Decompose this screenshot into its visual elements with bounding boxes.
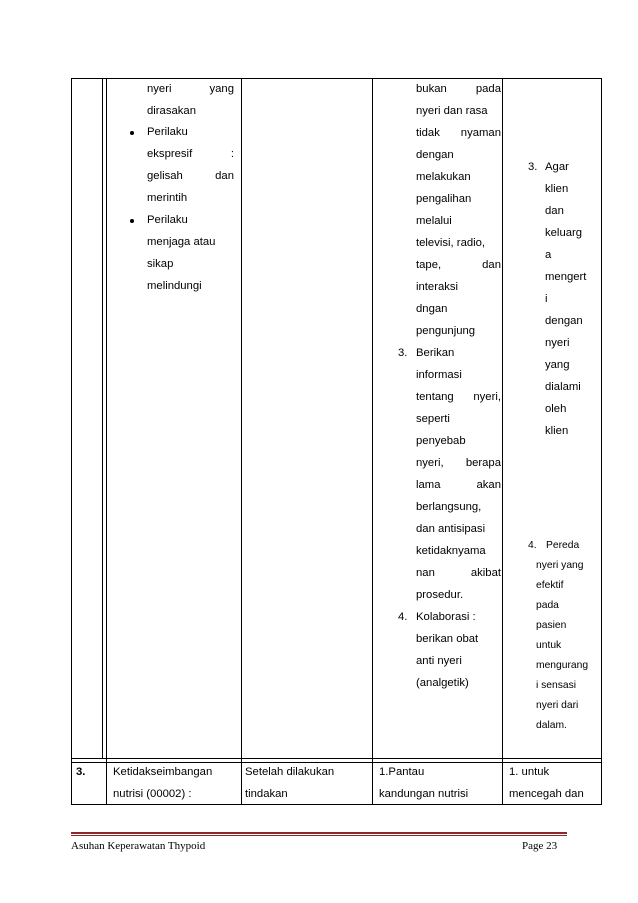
- bullet-icon: [130, 131, 134, 135]
- col4-line: nyeri dan rasa: [416, 105, 488, 117]
- col5-item-text: mengert: [545, 271, 587, 283]
- row3-rationale: mencegah dan: [509, 788, 584, 800]
- col4-item-text: informasi: [416, 369, 462, 381]
- col4-line: pengunjung: [416, 325, 476, 337]
- col4-line: tidak nyaman: [416, 127, 501, 139]
- col4-item-number: 3.: [398, 347, 408, 359]
- col4-item-text: lama akan: [416, 479, 501, 491]
- col4-item-text: (analgetik): [416, 677, 469, 689]
- row3-outcome: tindakan: [245, 788, 288, 800]
- footer-title: Asuhan Keperawatan Thypoid: [71, 840, 206, 852]
- col4-line: televisi, radio,: [416, 237, 486, 249]
- bullet-icon: [130, 219, 134, 223]
- col4-item-text: nyeri, berapa: [416, 457, 501, 469]
- row3-outcome: Setelah dilakukan: [245, 766, 335, 778]
- col4-item-text: seperti: [416, 413, 450, 425]
- row3-intervention: 1.Pantau: [379, 766, 425, 778]
- col5-item-text: Pereda: [546, 540, 580, 551]
- col2-bullet-text: melindungi: [147, 280, 202, 292]
- col5-item-text: yang: [545, 359, 570, 371]
- row3-intervention: kandungan nutrisi: [379, 788, 469, 800]
- col4-line: interaksi: [416, 281, 459, 293]
- col5-item-number: 3.: [528, 161, 538, 173]
- col2-bullet-text: Perilaku: [147, 126, 188, 138]
- col5-item-text: dan: [545, 205, 564, 217]
- col5-item-text: dalam.: [536, 720, 567, 731]
- column-divider: [106, 78, 107, 805]
- col2-line: dirasakan: [147, 105, 196, 117]
- col4-item-text: Kolaborasi :: [416, 611, 476, 623]
- col4-line: pengalihan: [416, 193, 472, 205]
- col2-bullet-text: Perilaku: [147, 214, 188, 226]
- row3-diagnosis: nutrisi (00002) :: [113, 788, 192, 800]
- col5-item-text: efektif: [536, 580, 564, 591]
- col5-item-text: klien: [545, 183, 569, 195]
- col5-item-text: i sensasi: [536, 680, 577, 691]
- row-divider: [71, 758, 602, 759]
- col4-item-text: tentang nyeri,: [416, 391, 501, 403]
- col2-line: nyeri yang: [147, 83, 234, 95]
- row3-number: 3.: [76, 766, 86, 778]
- col5-item-text: nyeri yang: [536, 560, 584, 571]
- row-divider: [71, 762, 602, 763]
- col4-item-text: anti nyeri: [416, 655, 462, 667]
- col4-item-text: dan antisipasi: [416, 523, 486, 535]
- col4-line: dngan: [416, 303, 448, 315]
- footer-rule: [71, 832, 567, 834]
- col4-item-number: 4.: [398, 611, 408, 623]
- col2-bullet-text: ekspresif :: [147, 148, 234, 160]
- column-divider: [372, 78, 373, 805]
- table-border-bottom: [71, 804, 602, 805]
- col4-line: dengan: [416, 149, 454, 161]
- col4-item-text: ketidaknyama: [416, 545, 486, 557]
- col4-line: melakukan: [416, 171, 471, 183]
- col5-item-text: nyeri dari: [536, 700, 579, 711]
- care-plan-table: [71, 78, 602, 805]
- row3-rationale: 1. untuk: [509, 766, 550, 778]
- col2-bullet-text: gelisah dan: [147, 170, 234, 182]
- col5-item-text: Agar: [545, 161, 569, 173]
- col2-bullet-text: menjaga atau: [147, 236, 216, 248]
- col4-line: tape, dan: [416, 259, 501, 271]
- col5-item-text: pasien: [536, 620, 567, 631]
- col4-item-text: prosedur.: [416, 589, 464, 601]
- col4-item-text: Berikan: [416, 347, 455, 359]
- col5-item-text: nyeri: [545, 337, 570, 349]
- row3-diagnosis: Ketidakseimbangan: [113, 766, 213, 778]
- footer-rule: [71, 835, 567, 836]
- col5-item-text: dialami: [545, 381, 581, 393]
- col5-item-text: pada: [536, 600, 559, 611]
- table-border-top: [71, 78, 602, 79]
- col4-item-text: berlangsung,: [416, 501, 482, 513]
- col4-item-text: nan akibat: [416, 567, 501, 579]
- column-divider: [102, 78, 103, 758]
- col5-item-text: untuk: [536, 640, 562, 651]
- col5-item-text: a: [545, 249, 552, 261]
- col5-item-text: keluarg: [545, 227, 583, 239]
- col2-bullet-text: sikap: [147, 258, 174, 270]
- col5-item-text: klien: [545, 425, 569, 437]
- col4-line: bukan pada: [416, 83, 501, 95]
- col4-item-text: penyebab: [416, 435, 466, 447]
- column-divider: [241, 78, 242, 805]
- column-divider: [502, 78, 503, 805]
- table-border-right: [601, 78, 602, 805]
- col5-item-text: i: [545, 293, 548, 305]
- table-border-left: [71, 78, 72, 805]
- page-number: Page 23: [522, 840, 558, 852]
- col4-item-text: berikan obat: [416, 633, 479, 645]
- col4-line: melalui: [416, 215, 452, 227]
- col5-item-text: dengan: [545, 315, 583, 327]
- col5-item-text: oleh: [545, 403, 567, 415]
- col5-item-text: mengurang: [536, 660, 589, 671]
- col2-bullet-text: merintih: [147, 192, 188, 204]
- col5-item-number: 4.: [528, 540, 537, 551]
